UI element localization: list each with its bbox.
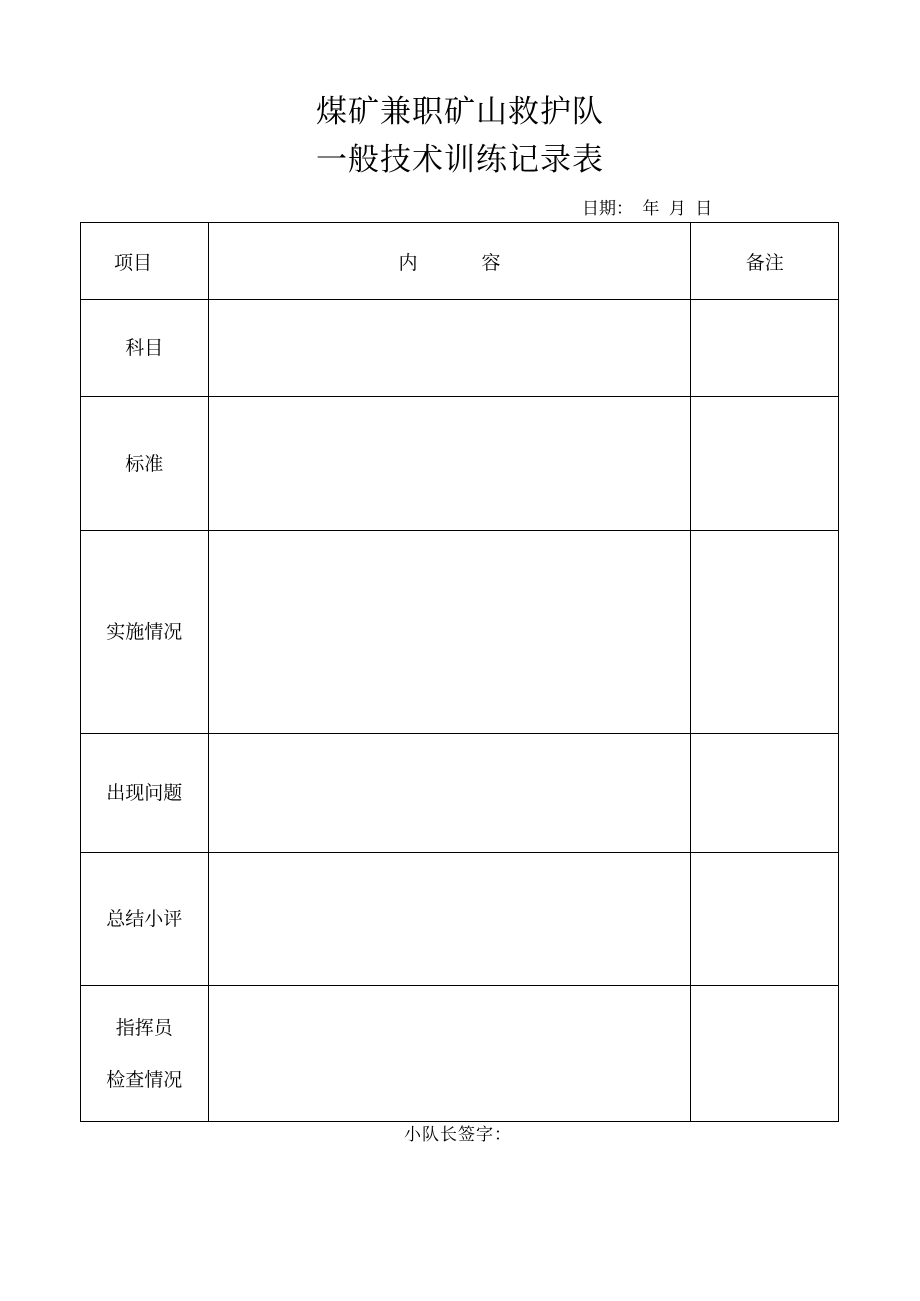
content-cell-implementation[interactable] bbox=[208, 531, 691, 734]
note-cell-problems[interactable] bbox=[691, 734, 839, 853]
row-label-commander-check bbox=[81, 986, 209, 1122]
table-header-row bbox=[81, 223, 839, 300]
squad-leader-signature: 小队长签字： bbox=[404, 1125, 512, 1145]
date-day: 日 bbox=[695, 199, 713, 219]
table-row-implementation bbox=[81, 531, 839, 734]
content-cell-subject[interactable] bbox=[208, 300, 691, 397]
table-row-standard bbox=[81, 397, 839, 531]
header-content-right: 容 bbox=[481, 251, 501, 274]
date-label: 日期： bbox=[582, 199, 633, 219]
row-label-problems: 出现问题 bbox=[81, 734, 209, 853]
content-cell-summary[interactable] bbox=[208, 853, 691, 986]
row-label-standard: 标准 bbox=[81, 397, 209, 531]
header-content-left: 内 bbox=[398, 251, 418, 274]
date-line bbox=[582, 198, 716, 220]
table-row-problems bbox=[81, 734, 839, 853]
date-year: 年 bbox=[642, 199, 660, 219]
row-label-commander: 指挥员 bbox=[115, 1016, 173, 1039]
header-item: 项目 bbox=[81, 223, 209, 300]
note-cell-commander-check[interactable] bbox=[691, 986, 839, 1122]
content-cell-problems[interactable] bbox=[208, 734, 691, 853]
header-content bbox=[208, 223, 691, 300]
training-record-table bbox=[80, 222, 839, 1122]
table-row-summary bbox=[81, 853, 839, 986]
row-label-implementation: 实施情况 bbox=[81, 531, 209, 734]
table-row-commander-check bbox=[81, 986, 839, 1122]
row-label-inspection: 检查情况 bbox=[106, 1068, 183, 1091]
header-note: 备注 bbox=[691, 223, 839, 300]
row-label-summary: 总结小评 bbox=[81, 853, 209, 986]
title-line-2: 一般技术训练记录表 bbox=[316, 142, 604, 178]
note-cell-summary[interactable] bbox=[691, 853, 839, 986]
content-cell-commander-check[interactable] bbox=[208, 986, 691, 1122]
note-cell-implementation[interactable] bbox=[691, 531, 839, 734]
date-month: 月 bbox=[668, 199, 686, 219]
title-line-1: 煤矿兼职矿山救护队 bbox=[316, 94, 604, 130]
table-row-subject bbox=[81, 300, 839, 397]
note-cell-subject[interactable] bbox=[691, 300, 839, 397]
content-cell-standard[interactable] bbox=[208, 397, 691, 531]
note-cell-standard[interactable] bbox=[691, 397, 839, 531]
row-label-subject: 科目 bbox=[81, 300, 209, 397]
